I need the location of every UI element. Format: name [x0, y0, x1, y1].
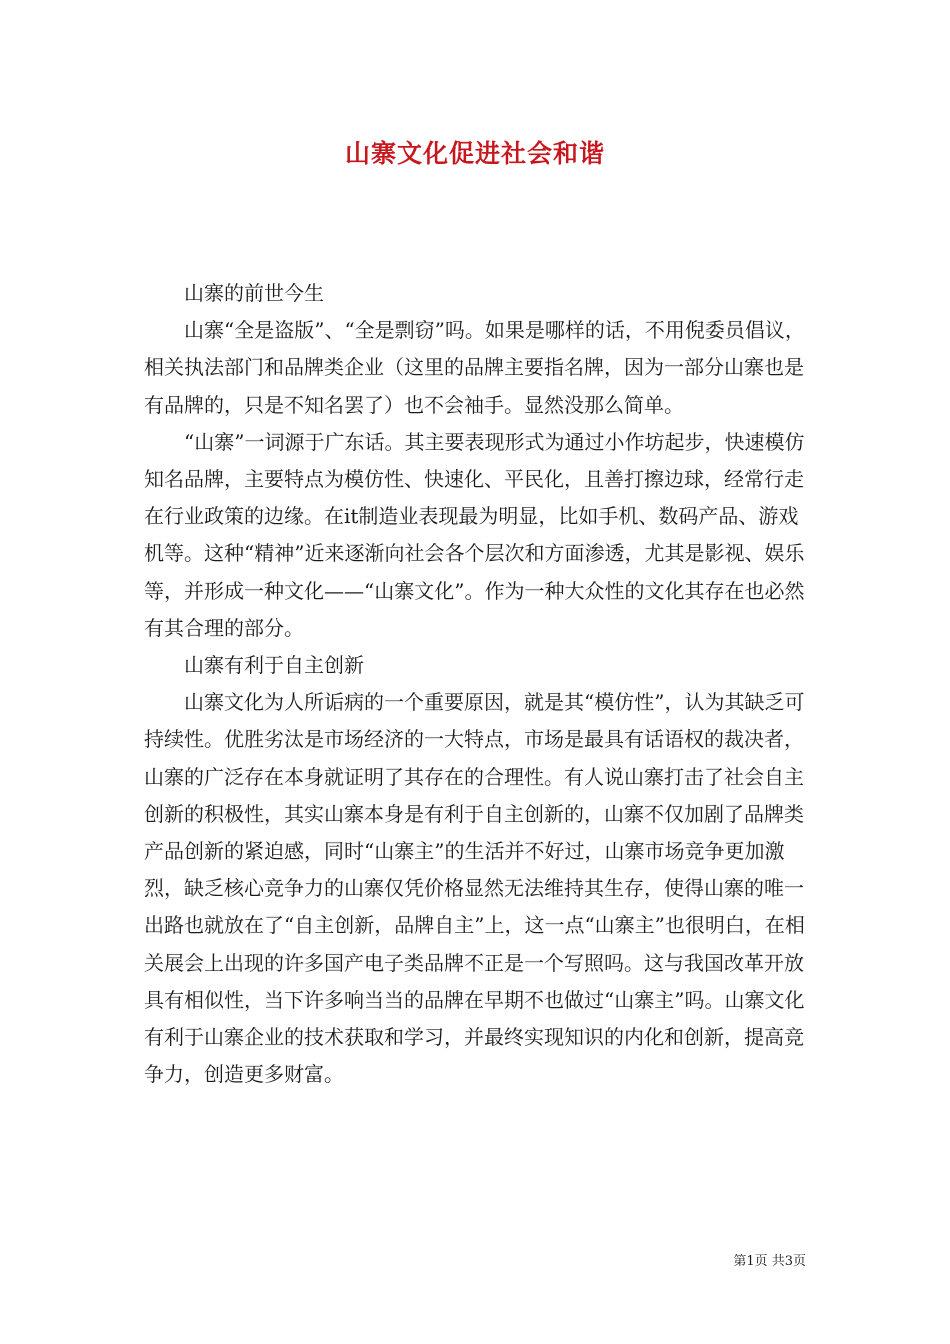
section-heading: 山寨有利于自主创新 [184, 653, 364, 678]
paragraph: “山寨”一词源于广东话。其主要表现形式为通过小作坊起步，快速模仿知名品牌，主要特点为模仿性、快速化、平民化，且善打擦边球，经常行走在行业政策的边缘。在it制造业表现最为明显，比如手机、数码产品、游戏机等。这种“精神”近来逐渐向社会各个层次和方面渗透，尤其是影视、娱乐等，并形成一种文化——“山寨文化”。作为一种大众性的文化其存在也必然有其合理的部分。 [144, 429, 805, 640]
paragraph: 山寨文化为人所诟病的一个重要原因，就是其“模仿性”，认为其缺乏可持续性。优胜劣汰是市场经济的一大特点，市场是最具有话语权的裁决者，山寨的广泛存在本身就证明了其存在的合理性。有人说山寨打击了社会自主创新的积极性，其实山寨本身是有利于自主创新的，山寨不仅加剧了品牌类产品创新的紧迫感，同时“山寨主”的生活并不好过，山寨市场竞争更加激烈，缺乏核心竞争力的山寨仅凭价格显然无法维持其生存，使得山寨的唯一出路也就放在了“自主创新，品牌自主”上，这一点“山寨主”也很明白，在相关展会上出现的许多国产电子类品牌不正是一个写照吗。这与我国改革开放具有相似性，当下许多响当当的品牌在早期不也做过“山寨主”吗。山寨文化有利于山寨企业的技术获取和学习，并最终实现知识的内化和创新，提高竞争力，创造更多财富。 [144, 690, 805, 1087]
document-body [144, 275, 810, 1093]
paragraph: 山寨“全是盗版”、“全是剽窃”吗。如果是哪样的话，不用倪委员倡议，相关执法部门和品牌类企业（这里的品牌主要指名牌，因为一部分山寨也是有品牌的，只是不知名罢了）也不会袖手。显然没那么简单。 [144, 318, 805, 417]
document-title: 山寨文化促进社会和谐 [344, 139, 605, 168]
page-number: 第1页 共3页 [733, 1254, 806, 1269]
section-heading: 山寨的前世今生 [184, 281, 324, 305]
